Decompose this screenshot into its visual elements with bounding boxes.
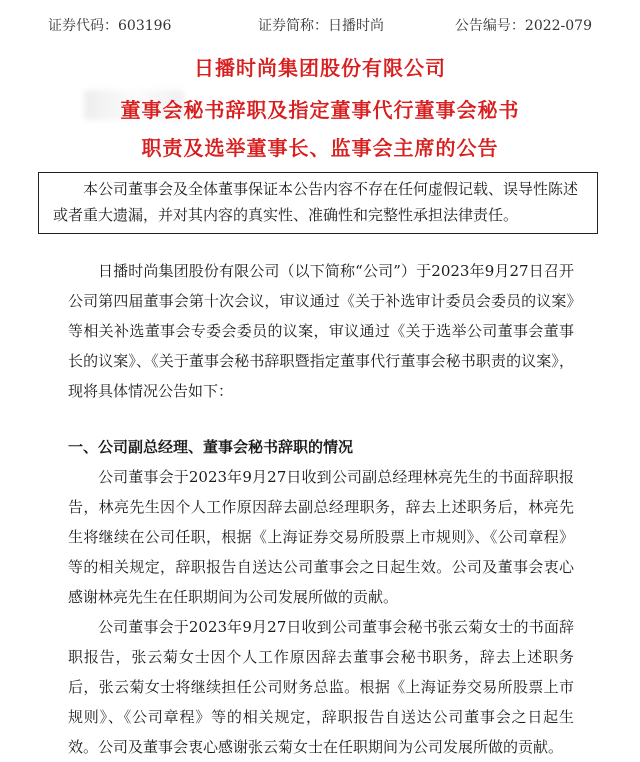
intro-paragraph: 日播时尚集团股份有限公司（以下简称“公司”）于2023年9月27日召开公司第四届董事会第十次会议，审议通过《关于补选审计委员会委员的议案》等相关补选董事会专委会委员的议案，审议通过《关于选举公司董事会董事长的议案》、《关于董事会秘书辞职暨指定董事代行董事会秘书职责的议案》，现将具体情况公告如下： — [68, 262, 574, 400]
section1-paragraph-1: 公司董事会于2023年9月27日收到公司副总经理林亮先生的书面辞职报告，林亮先生因个人工作原因辞去副总经理职务，辞去上述职务后，林亮先生将继续在公司任职，根据《上海证券交易所股票上市规则》、《公司章程》等的相关规定，辞职报告自送达公司董事会之日起生效。公司及董事会衷心感谢林亮先生在任职期间为公司发展所做的贡献。 — [68, 468, 574, 606]
disclaimer-box — [38, 172, 598, 234]
document-header — [48, 14, 592, 38]
stock-name: 证券简称：日播时尚 — [258, 18, 384, 34]
announcement-title-line2: 职责及选举董事长、监事会主席的公告 — [141, 136, 499, 160]
announcement-title-line1: 董事会秘书辞职及指定董事代行董事会秘书 — [120, 98, 520, 122]
stock-code: 证券代码：603196 — [48, 18, 172, 34]
company-title: 日播时尚集团股份有限公司 — [194, 56, 446, 80]
notice-number: 公告编号：2022-079 — [454, 18, 592, 34]
section-heading-1: 一、公司副总经理、董事会秘书辞职的情况 — [68, 438, 354, 456]
section1-paragraph-2: 公司董事会于2023年9月27日收到公司董事会秘书张云菊女士的书面辞职报告，张云菊女士因个人工作原因辞去董事会秘书职务，辞去上述职务后，张云菊女士将继续担任公司财务总监。根据《上海证券交易所股票上市规则》、《公司章程》等的相关规定，辞职报告自送达公司董事会之日起生效。公司及董事会衷心感谢张云菊女士在任职期间为公司发展所做的贡献。 — [68, 618, 574, 756]
disclaimer-text: 本公司董事会及全体董事保证本公告内容不存在任何虚假记载、误导性陈述或者重大遗漏，并对其内容的真实性、准确性和完整性承担法律责任。 — [53, 180, 579, 224]
